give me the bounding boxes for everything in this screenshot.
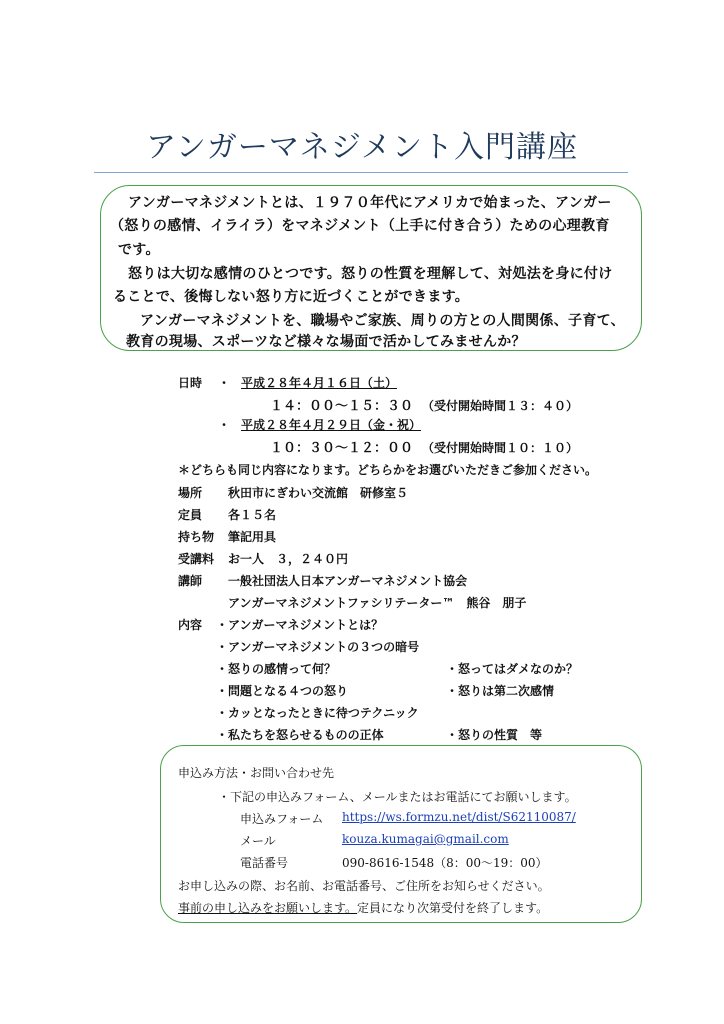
page-title: アンガーマネジメント入門講座 — [146, 130, 578, 165]
intro-line-3: です。 — [118, 242, 160, 258]
instructor-org: 一般社団法人日本アンガーマネジメント協会 — [228, 574, 468, 588]
content-item-right-2: ・怒りは第二次感情 — [446, 684, 555, 698]
mail-link[interactable]: kouza.kumagai@gmail.com — [342, 832, 509, 846]
fee-label: 受講料 — [178, 552, 215, 566]
form-url-link[interactable]: https://ws.formzu.net/dist/S62110087/ — [342, 810, 576, 824]
intro-line-4: 怒りは大切な感情のひとつです。怒りの性質を理解して、対処法を身に付け — [128, 266, 613, 282]
schedule-date-1: 平成２８年４月１６日（土） — [241, 376, 398, 390]
schedule-bullet-1: ・ — [218, 376, 231, 390]
phone-label: 電話番号 — [240, 856, 289, 870]
capacity-value: 各１５名 — [228, 508, 277, 522]
intro-line-7: 教育の現場、スポーツなど様々な場面で活かしてみませんか？ — [126, 334, 526, 350]
mail-label: メール — [240, 834, 276, 848]
contact-intro: ・下記の申込みフォーム、メールまたはお電話にてお願いします。 — [218, 790, 577, 804]
content-item-right-1: ・怒ってはダメなのか？ — [446, 662, 579, 676]
content-label: 内容 — [178, 618, 203, 632]
content-item-4: ・問題となる４つの怒り — [216, 684, 349, 698]
belongings-value: 筆記用具 — [228, 530, 277, 544]
schedule-label: 日時 — [178, 376, 203, 390]
content-item-1: ・アンガーマネジメントとは？ — [216, 618, 384, 632]
contact-note-2-rest: 定員になり次第受付を終了します。 — [357, 901, 549, 915]
intro-line-2: （怒りの感情、イライラ）をマネジメント（上手に付き合う）ための心理教育 — [110, 218, 610, 234]
fee-value: お一人 ３，２４０円 — [228, 552, 349, 566]
content-item-2: ・アンガーマネジメントの３つの暗号 — [216, 640, 420, 654]
intro-line-1: アンガーマネジメントとは、１９７０年代にアメリカで始まった、アンガー — [128, 195, 612, 211]
contact-note-2-underlined: 事前の申し込みをお願いします。 — [178, 901, 358, 915]
contact-note-1: お申し込みの際、お名前、お電話番号、ご住所をお知らせください。 — [178, 879, 550, 893]
intro-line-5: ることで、後悔しない怒り方に近づくことができます。 — [113, 289, 470, 305]
content-item-right-3: ・怒りの性質 等 — [446, 728, 543, 742]
schedule-reception-2: （受付開始時間１０：１０） — [422, 441, 579, 455]
belongings-label: 持ち物 — [178, 530, 215, 544]
venue-value: 秋田市にぎわい交流館 研修室５ — [228, 486, 409, 500]
contact-note-2 — [178, 899, 548, 916]
schedule-note: ＊どちらも同じ内容になります。どちらかをお選びいただきご参加ください。 — [178, 463, 598, 477]
venue-label: 場所 — [178, 486, 203, 500]
phone-value: 090-8616-1548（8：00～19：00） — [342, 856, 548, 870]
instructor-title: アンガーマネジメントファシリテーター™ 熊谷 朋子 — [228, 596, 527, 610]
content-item-6: ・私たちを怒らせるものの正体 — [216, 728, 384, 742]
schedule-time-1: １４：００～１５：３０ — [270, 399, 414, 414]
schedule-reception-1: （受付開始時間１３：４０） — [422, 399, 579, 413]
title-divider — [94, 172, 628, 173]
content-item-5: ・カッとなったときに待つテクニック — [216, 706, 419, 720]
form-label: 申込みフォーム — [240, 812, 324, 826]
instructor-label: 講師 — [178, 574, 203, 588]
intro-line-6: アンガーマネジメントを、職場やご家族、周りの方との人間関係、子育て、 — [140, 313, 625, 329]
schedule-time-2: １０：３０～１２：００ — [270, 441, 414, 456]
capacity-label: 定員 — [178, 508, 203, 522]
schedule-bullet-2: ・ — [218, 418, 231, 432]
contact-heading: 申込み方法・お問い合わせ先 — [178, 766, 335, 780]
schedule-date-2: 平成２８年４月２９日（金・祝） — [241, 418, 422, 432]
content-item-3: ・怒りの感情って何？ — [216, 662, 337, 676]
